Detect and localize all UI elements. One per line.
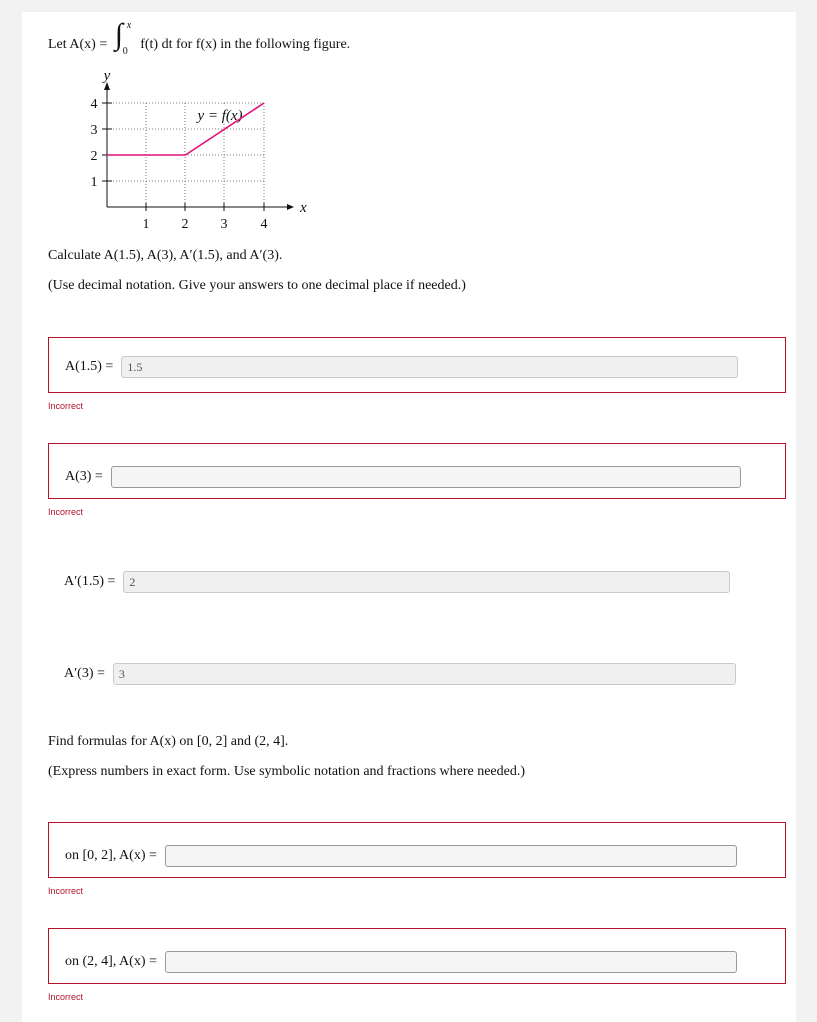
a3-status: Incorrect bbox=[48, 507, 84, 517]
y-axis-label: y bbox=[103, 70, 111, 84]
integral-upper-limit: x bbox=[126, 20, 132, 31]
answer-box-f24 bbox=[48, 928, 786, 984]
intro-lhs: Let A(x) = bbox=[48, 37, 108, 52]
answer-box-a3 bbox=[48, 443, 786, 499]
integral-sign: ∫ x 0 bbox=[114, 18, 132, 57]
question-panel bbox=[22, 12, 796, 1022]
problem-statement bbox=[48, 18, 351, 57]
ap3-label: A′(3) = bbox=[64, 666, 105, 681]
part2-instruction: Find formulas for A(x) on [0, 2] and (2, 4]. bbox=[48, 734, 289, 749]
answer-box-f02 bbox=[48, 822, 786, 878]
f02-input[interactable] bbox=[165, 845, 737, 867]
a3-input[interactable] bbox=[111, 466, 741, 488]
answer-box-a15 bbox=[48, 337, 786, 393]
x-tick-1: 1 bbox=[142, 217, 150, 232]
integral-lower-limit: 0 bbox=[122, 46, 128, 57]
answer-row-ap15 bbox=[64, 570, 730, 594]
ap15-label: A′(1.5) = bbox=[64, 574, 116, 589]
f02-label: on [0, 2], A(x) = bbox=[65, 848, 157, 863]
curve-label: y = f(x) bbox=[197, 108, 243, 124]
part2-note: (Express numbers in exact form. Use symbolic notation and fractions where needed.) bbox=[48, 764, 526, 779]
a15-status: Incorrect bbox=[48, 401, 84, 411]
f24-status: Incorrect bbox=[48, 992, 84, 1002]
intro-rhs: f(t) dt for f(x) in the following figure. bbox=[140, 37, 351, 52]
answer-row-ap3 bbox=[64, 662, 736, 686]
ap3-input[interactable]: 3 bbox=[113, 663, 736, 685]
f24-label: on (2, 4], A(x) = bbox=[65, 954, 157, 969]
a3-label: A(3) = bbox=[65, 469, 103, 484]
x-tick-2: 2 bbox=[181, 217, 189, 232]
a15-label: A(1.5) = bbox=[65, 359, 114, 374]
y-tick-2: 2 bbox=[90, 149, 98, 164]
y-tick-3: 3 bbox=[90, 123, 98, 138]
x-tick-4: 4 bbox=[260, 217, 268, 232]
x-tick-3: 3 bbox=[220, 217, 228, 232]
x-axis-arrow bbox=[287, 204, 294, 210]
function-graph bbox=[82, 70, 322, 235]
part1-note: (Use decimal notation. Give your answers to one decimal place if needed.) bbox=[48, 278, 466, 293]
part1-instruction: Calculate A(1.5), A(3), A′(1.5), and A′(3). bbox=[48, 248, 283, 263]
y-tick-4: 4 bbox=[90, 97, 98, 112]
x-axis-label: x bbox=[300, 200, 307, 216]
a15-input[interactable]: 1.5 bbox=[121, 356, 738, 378]
ap15-input[interactable]: 2 bbox=[123, 571, 730, 593]
f24-input[interactable] bbox=[165, 951, 737, 973]
f02-status: Incorrect bbox=[48, 886, 84, 896]
y-tick-1: 1 bbox=[90, 175, 98, 190]
